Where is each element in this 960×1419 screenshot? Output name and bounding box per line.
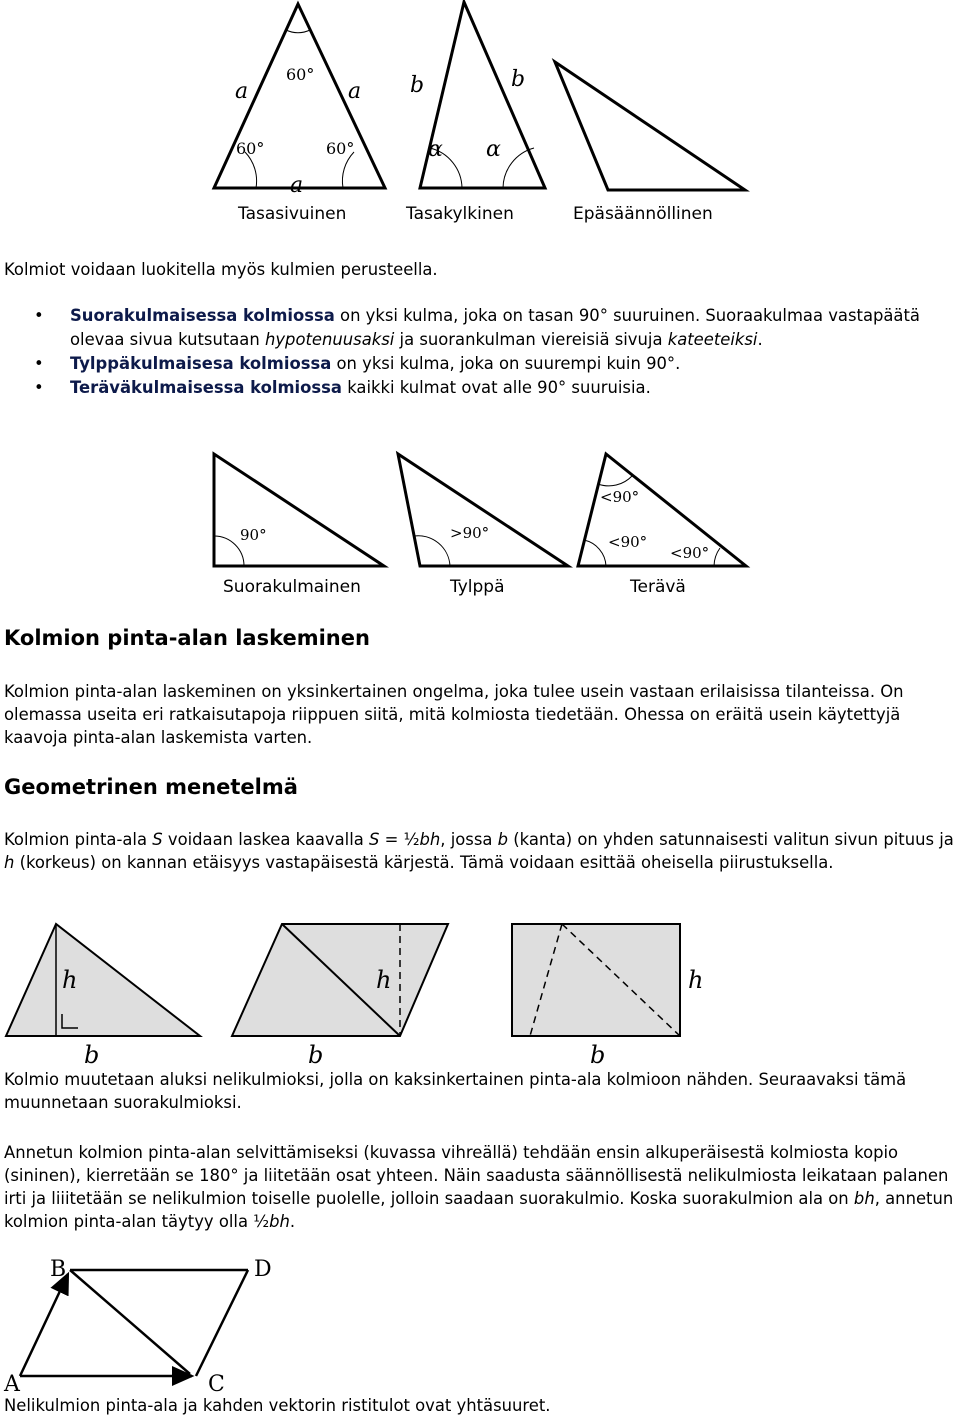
label-h-3: h (688, 966, 704, 994)
label-side-b-left: b (410, 73, 425, 98)
vector-cross-product-paragraph: Nelikulmion pinta-ala ja kahden vektorin ristitulot ovat yhtäsuuret. (4, 1396, 551, 1415)
base-triangle-figure (6, 924, 200, 1069)
list-item: • Suorakulmaisessa kolmiossa on yksi kulma, joka on tasan 90° suuruinen. Suoraakulmaa vastapäätä olevaa sivua kutsutaan hypotenuusaksi ja suorankulman viereisiä sivuja kateeteiksi. (34, 304, 952, 352)
parallelogram-figure (232, 924, 448, 1069)
list-item: • Teräväkulmaisessa kolmiossa kaikki kulmat ovat alle 90° suuruisia. (34, 376, 952, 400)
label-angle-right: 60° (326, 139, 355, 158)
intro-angles-paragraph: Kolmiot voidaan luokitella myös kulmien perusteella. (4, 260, 438, 279)
label-right-angle: 90° (240, 526, 267, 544)
area-intro-paragraph: Kolmion pinta-alan laskeminen on yksinkertainen ongelma, joka tulee usein vastaan erilaisissa tilanteissa. On olemassa useita eri ratkaisutapoja riippuen siitä, mitä kolmiosta tiedetään. Ohessa on eräitä usein käytettyjä kaavoja pinta-alan laskemista varten. (4, 682, 904, 747)
label-side-left: a (235, 79, 249, 104)
label-obtuse-angle: >90° (450, 524, 490, 542)
label-acute-top: <90° (600, 488, 640, 506)
caption-right: Suorakulmainen (223, 577, 361, 597)
label-B: B (50, 1257, 67, 1282)
figure-triangles-by-sides (200, 0, 760, 200)
label-h-1: h (62, 966, 78, 994)
figure-vector-parallelogram (0, 1250, 300, 1396)
label-h-2: h (376, 966, 392, 994)
convert-paragraph: Kolmio muutetaan aluksi nelikulmioksi, jolla on kaksinkertainen pinta-ala kolmioon nähden. Seuraavaksi tämä muunnetaan suorakulmioksi. (4, 1070, 907, 1112)
label-angle-left: 60° (236, 139, 265, 158)
scalene-triangle (555, 62, 745, 190)
label-alpha-left: α (428, 137, 443, 162)
label-alpha-right: α (486, 137, 501, 162)
caption-equilateral: Tasasivuinen (238, 204, 347, 224)
label-A: A (4, 1372, 20, 1396)
list-item: • Tylppäkulmaisesa kolmiossa on yksi kulma, joka on suurempi kuin 90°. (34, 352, 952, 376)
label-D: D (254, 1257, 272, 1282)
angle-classification-list (34, 304, 952, 400)
obtuse-triangle (398, 454, 568, 566)
acute-triangle (578, 454, 746, 566)
right-triangle (214, 454, 384, 566)
isosceles-triangle (410, 2, 545, 188)
caption-scalene: Epäsäännöllinen (573, 204, 713, 224)
figure-area-construction (0, 918, 720, 1070)
geometric-method-paragraph: Kolmion pinta-ala S voidaan laskea kaavalla S = ½bh, jossa b (kanta) on yhden satunnaisesti valitun sivun pituus ja h (korkeus) on kannan etäisyys vastapäisestä kärjestä. Tämä voidaan esittää oheisella piirustuksella. (4, 830, 954, 872)
label-side-bottom: a (290, 173, 304, 198)
label-C: C (208, 1372, 225, 1396)
label-acute-left: <90° (608, 533, 648, 551)
equilateral-triangle (214, 4, 385, 198)
copy-rotate-paragraph: Annetun kolmion pinta-alan selvittämiseksi (kuvassa vihreällä) tehdään ensin alkuperäisestä kolmiosta kopio (sininen), kierretään se 180° ja liitetään osat yhteen. Näin saadusta säännöllisestä nelikulmiosta leikataan palanen irti ja liiitetään se nelikulmion toiselle puolelle, jolloin saadaan suorakulmio. Koska suorakulmion ala on bh, annetun kolmion pinta-alan täytyy olla ½bh. (4, 1143, 954, 1231)
caption-obtuse: Tylppä (450, 577, 505, 597)
heading-area-calculation: Kolmion pinta-alan laskeminen (4, 626, 370, 650)
caption-acute: Terävä (630, 577, 686, 597)
heading-geometric-method: Geometrinen menetelmä (4, 775, 298, 799)
label-angle-top: 60° (286, 65, 315, 84)
label-acute-right: <90° (670, 544, 710, 562)
caption-isosceles: Tasakylkinen (406, 204, 514, 224)
label-side-b-right: b (511, 67, 526, 92)
label-b-3: b (590, 1041, 606, 1069)
label-b-1: b (84, 1041, 100, 1069)
label-b-2: b (308, 1041, 324, 1069)
figure-triangles-by-angles (200, 448, 760, 573)
label-side-right: a (348, 79, 362, 104)
rectangle-figure (512, 924, 703, 1069)
